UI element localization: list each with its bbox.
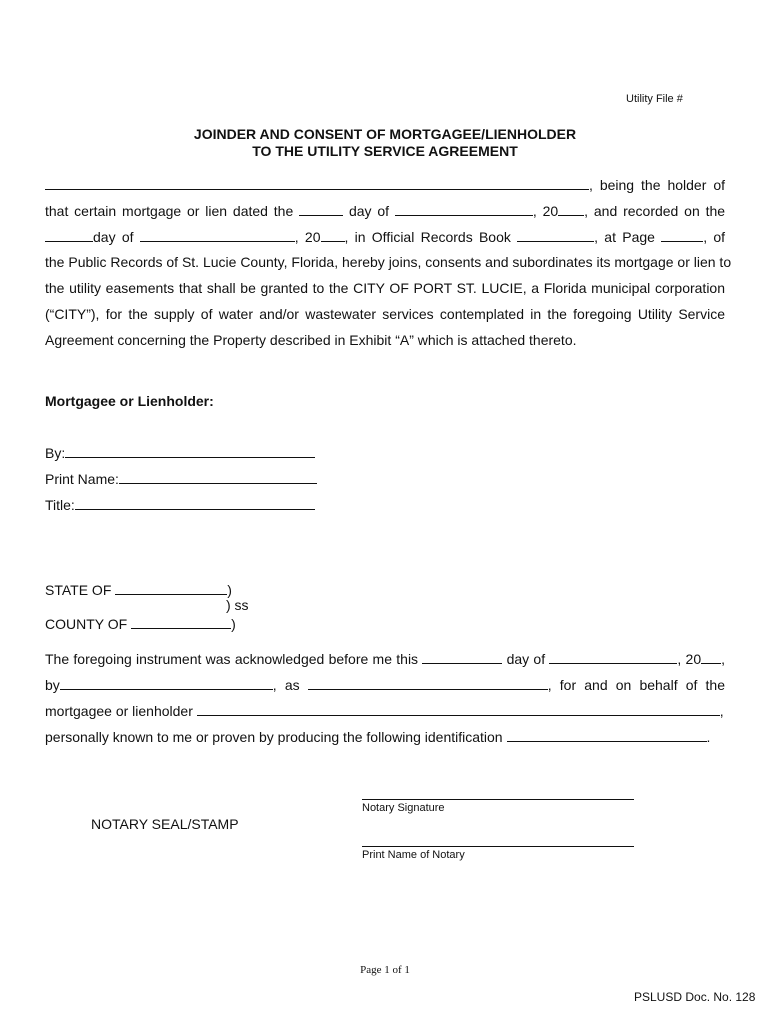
title-blank[interactable] <box>75 495 315 510</box>
ack-by-blank[interactable] <box>60 675 273 690</box>
title-row: Title: <box>45 495 725 514</box>
ack-line-2: by , as , for and on behalf of the <box>45 677 725 693</box>
ack-line-3: mortgagee or lienholder , <box>45 703 724 719</box>
ack-month-blank[interactable] <box>549 649 677 664</box>
dated-year-blank[interactable] <box>558 201 584 216</box>
print-name-blank[interactable] <box>119 469 317 484</box>
notary-print-line[interactable] <box>362 846 634 847</box>
records-book-blank[interactable] <box>517 227 594 242</box>
ack-year-blank[interactable] <box>701 649 721 664</box>
dated-month-blank[interactable] <box>395 201 533 216</box>
ack-as-blank[interactable] <box>308 675 548 690</box>
body-line-4: the Public Records of St. Lucie County, Florida, hereby joins, consents and subordinates its mortgage or lien to <box>45 254 732 270</box>
signature-heading: Mortgagee or Lienholder: <box>45 393 214 409</box>
body-line-7: Agreement concerning the Property described in Exhibit “A” which is attached thereto. <box>45 332 577 348</box>
ack-line-4: personally known to me or proven by producing the following identification . <box>45 729 711 745</box>
dated-day-blank[interactable] <box>299 201 343 216</box>
ack-day-blank[interactable] <box>422 649 502 664</box>
by-row: By: <box>45 443 725 462</box>
recorded-month-blank[interactable] <box>140 227 295 242</box>
county-blank[interactable] <box>131 614 231 629</box>
recorded-year-blank[interactable] <box>321 227 345 242</box>
identification-blank[interactable] <box>507 727 707 742</box>
print-name-row: Print Name: <box>45 469 725 488</box>
document-title: JOINDER AND CONSENT OF MORTGAGEE/LIENHOLDER <box>193 126 577 142</box>
utility-file-label: Utility File # <box>626 93 683 105</box>
body-line-6: (“CITY”), for the supply of water and/or wastewater services contemplated in the foregoing Utility Service <box>45 306 725 322</box>
document-subtitle: TO THE UTILITY SERVICE AGREEMENT <box>252 143 518 159</box>
notary-signature-label: Notary Signature <box>362 802 445 814</box>
notary-seal-label: NOTARY SEAL/STAMP <box>91 816 239 832</box>
county-row: COUNTY OF ) <box>45 616 236 632</box>
state-row: STATE OF ) <box>45 582 232 598</box>
page-number: Page 1 of 1 <box>360 964 410 976</box>
page-number-blank[interactable] <box>661 227 703 242</box>
ack-line-1: The foregoing instrument was acknowledged before me this day of , 20 , <box>45 651 725 667</box>
body-line-1: , being the holder of <box>45 175 725 194</box>
document-number: PSLUSD Doc. No. 128 <box>634 990 756 1004</box>
state-blank[interactable] <box>115 580 227 595</box>
body-line-3: day of , 20 , in Official Records Book , at Page , of <box>45 227 725 246</box>
notary-print-label: Print Name of Notary <box>362 849 465 861</box>
notary-signature-line[interactable] <box>362 799 634 800</box>
body-line-2: that certain mortgage or lien dated the day of , 20 , and recorded on the <box>45 203 726 219</box>
ack-lienholder-blank[interactable] <box>197 701 720 716</box>
body-line-5: the utility easements that shall be granted to the CITY OF PORT ST. LUCIE, a Florida municipal corporation <box>45 280 725 296</box>
ss-label: ) ss <box>226 597 249 613</box>
by-blank[interactable] <box>65 443 315 458</box>
mortgagee-name-blank[interactable] <box>45 175 589 190</box>
recorded-day-blank[interactable] <box>45 227 93 242</box>
